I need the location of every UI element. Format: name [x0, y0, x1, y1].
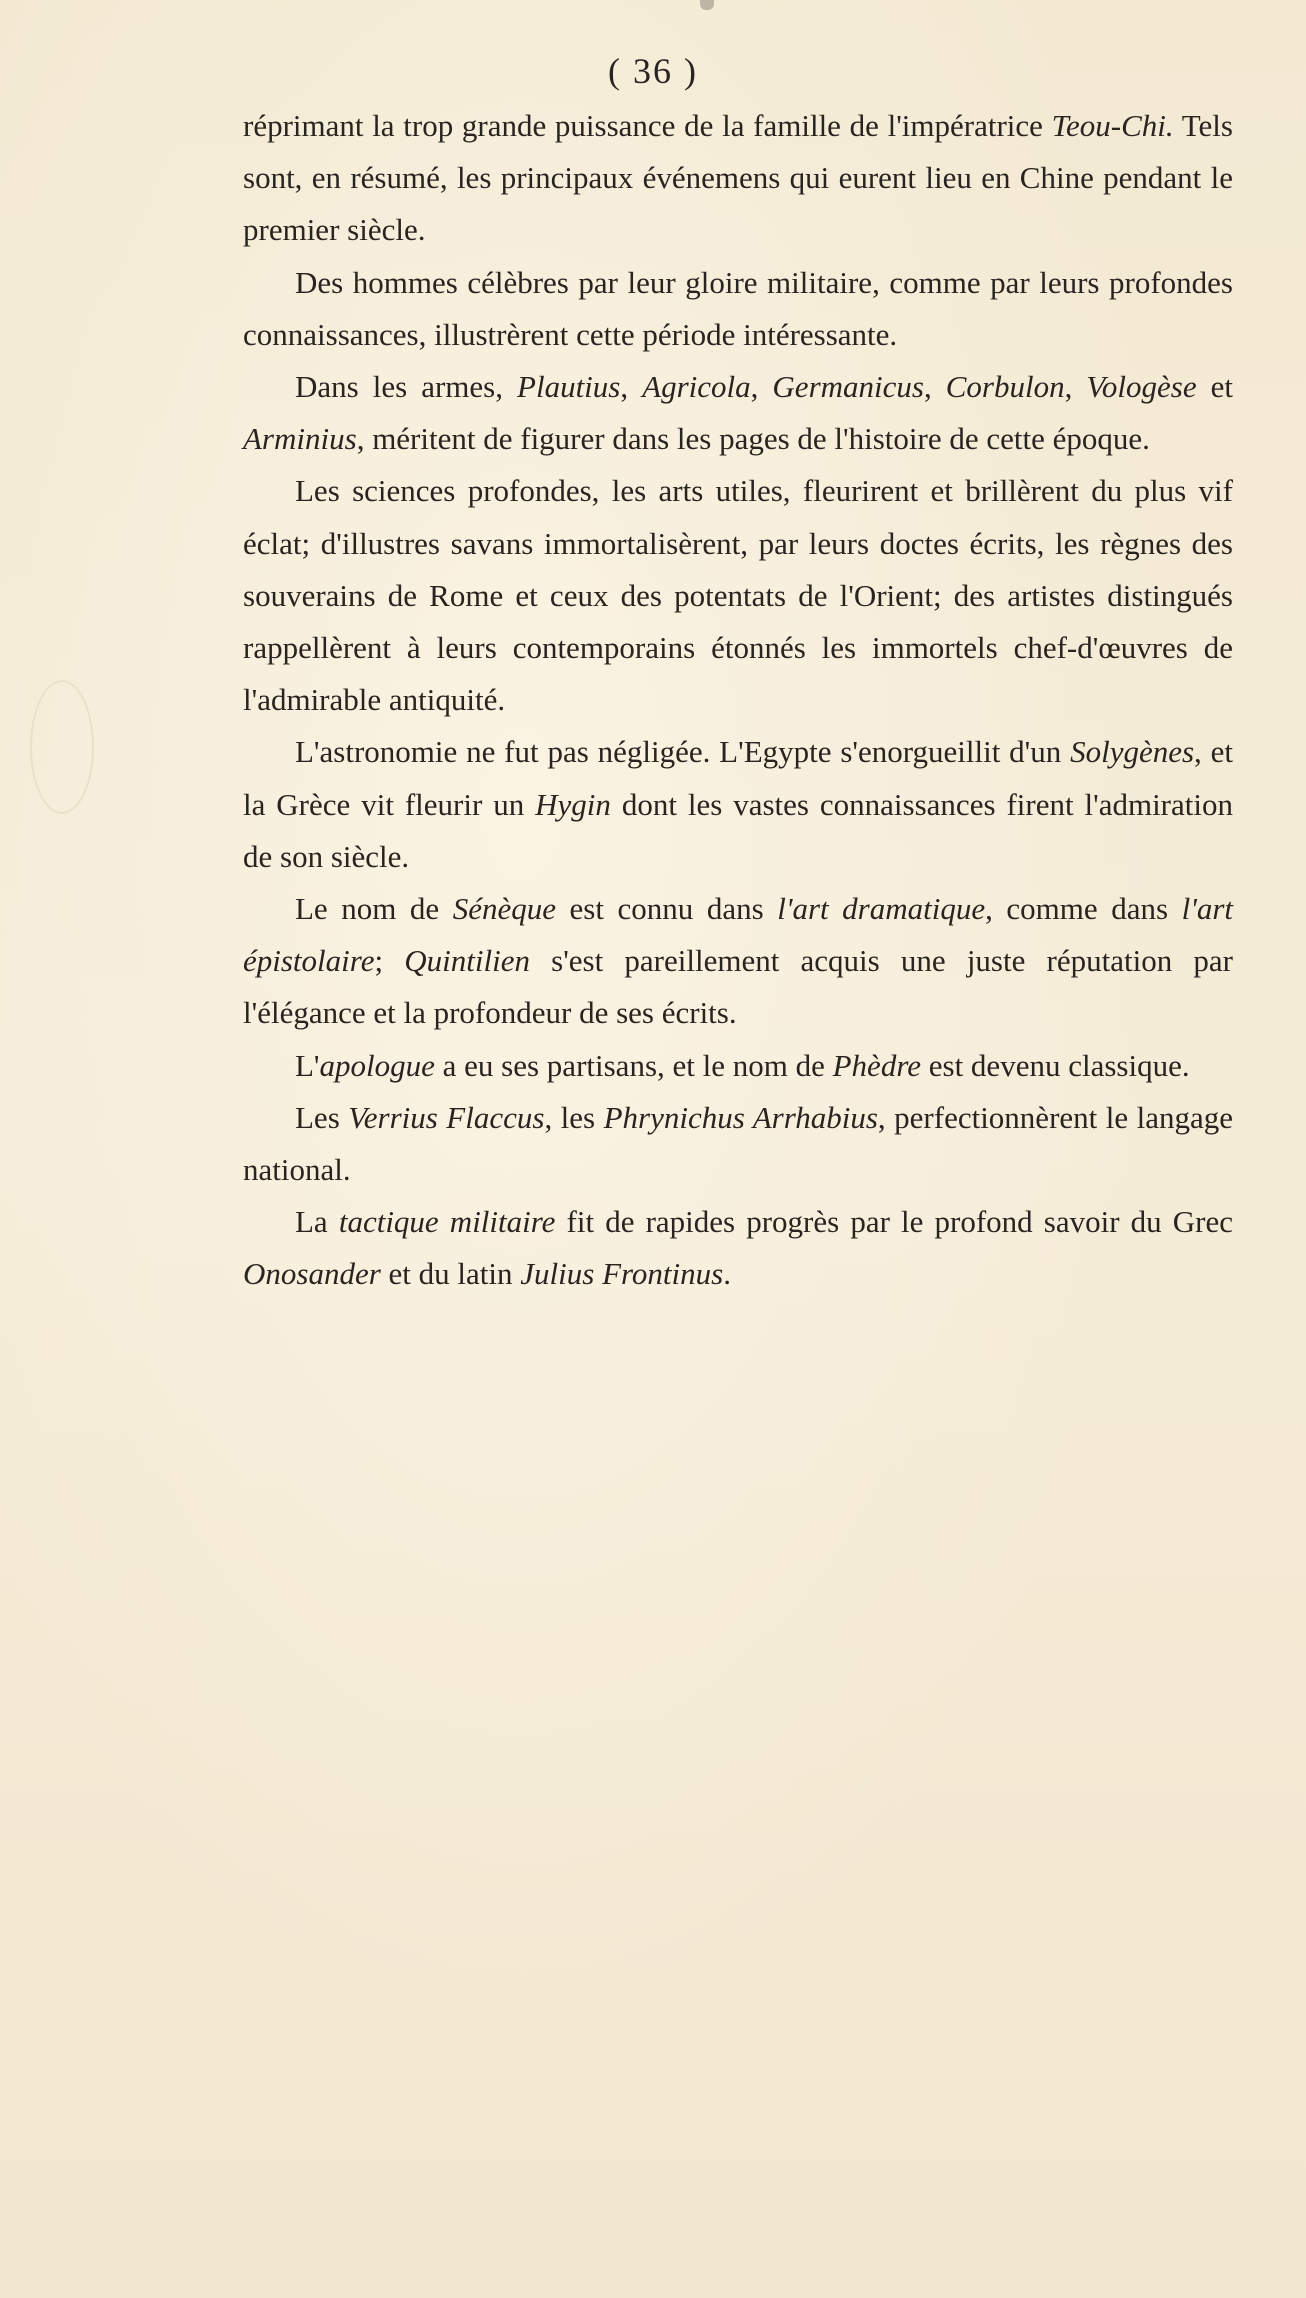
text-run: Dans les armes, [295, 369, 518, 405]
italic-term: Phrynichus Arrhabius [603, 1099, 878, 1135]
italic-term: Phèdre [832, 1047, 921, 1083]
text-run: , comme dans [985, 891, 1182, 927]
text-run: Des hommes célèbres par leur gloire militaire, comme par leurs profondes connaissances, illustrèrent cette période intéressante. [243, 264, 1233, 352]
paragraph [243, 1040, 1233, 1092]
text-run: Les sciences profondes, les arts utiles, fleurirent et brillèrent du plus vif éclat; d'illustres savans immortalisèrent, par leurs doctes écrits, les règnes des souverains de Rome et ceux des potentats de l'Orient; des artistes distingués rappellèrent à leurs contemporains étonnés les immortels chef-d'œuvres de l'admirable antiquité. [243, 473, 1233, 718]
paragraph [243, 257, 1233, 361]
italic-term: Sénèque [452, 891, 556, 927]
italic-term: Onosander [243, 1256, 381, 1292]
paragraph [243, 361, 1233, 465]
text-run: Le nom de [295, 891, 453, 927]
text-run: . [723, 1256, 731, 1292]
text-run: , [620, 369, 643, 405]
paper-stain [700, 0, 714, 10]
text-run: Tels sont, en résumé, les principaux événemens qui eurent lieu en Chine pendant le premier siècle. [243, 108, 1233, 248]
paper-stain [30, 680, 94, 814]
italic-term: Arminius [243, 421, 357, 457]
italic-term: Plautius [517, 369, 621, 405]
text-run: s'est pareillement acquis une juste réputation par l'élégance et la profondeur de ses écrits. [243, 943, 1233, 1031]
text-run: est connu dans [556, 891, 778, 927]
text-run: ; [374, 943, 405, 979]
italic-term: tactique militaire [338, 1204, 556, 1240]
italic-term: Agricola [642, 369, 751, 405]
italic-term: Quintilien [404, 943, 530, 979]
italic-term: Teou-Chi. [1051, 108, 1174, 143]
text-run: a eu ses partisans, et le nom de [434, 1047, 833, 1083]
italic-term: Julius Frontinus [520, 1256, 724, 1292]
paragraph [243, 1196, 1233, 1300]
text-run: dont les vastes connaissances firent l'admiration de son siècle. [243, 786, 1233, 874]
italic-term: Germanicus [772, 369, 924, 405]
text-run: , méritent de figurer dans les pages de l'histoire de cette époque. [356, 421, 1150, 457]
paragraph [243, 465, 1233, 726]
text-run: , [1064, 369, 1087, 405]
paragraph [243, 100, 1233, 257]
italic-term: Corbulon [945, 369, 1065, 405]
text-run: fit de rapides progrès par le profond savoir du Grec [555, 1204, 1234, 1240]
italic-term: Solygènes [1070, 734, 1195, 770]
text-run: est devenu classique. [921, 1047, 1190, 1083]
italic-term: l'art épistolaire [243, 891, 1233, 979]
text-run: , les [544, 1099, 604, 1135]
text-run: , perfectionnèrent le langage national. [243, 1099, 1233, 1188]
text-run: , [750, 369, 773, 405]
italic-term: apologue [319, 1047, 435, 1083]
italic-term: l'art dramatique [777, 891, 986, 927]
text-run: L'astronomie ne fut pas négligée. L'Egypte s'enorgueillit d'un [295, 734, 1071, 770]
paragraph [243, 883, 1233, 1040]
page-number: ( 36 ) [608, 51, 698, 91]
italic-term: Vologèse [1086, 369, 1197, 405]
text-run: et [1196, 369, 1233, 405]
text-run: réprimant la trop grande puissance de la famille de l'impératrice [243, 108, 1052, 143]
paragraph [243, 726, 1233, 883]
text-run: , et la Grèce vit fleurir un [243, 734, 1233, 822]
italic-term: Hygin [535, 786, 611, 822]
body-text [243, 100, 1233, 1301]
text-run: , [923, 369, 946, 405]
text-run: Les [295, 1099, 349, 1135]
paragraph [243, 1092, 1233, 1196]
text-run: L' [295, 1047, 320, 1083]
text-run: La [295, 1204, 339, 1240]
italic-term: Verrius Flaccus [348, 1099, 545, 1135]
text-run: et du latin [380, 1256, 521, 1292]
